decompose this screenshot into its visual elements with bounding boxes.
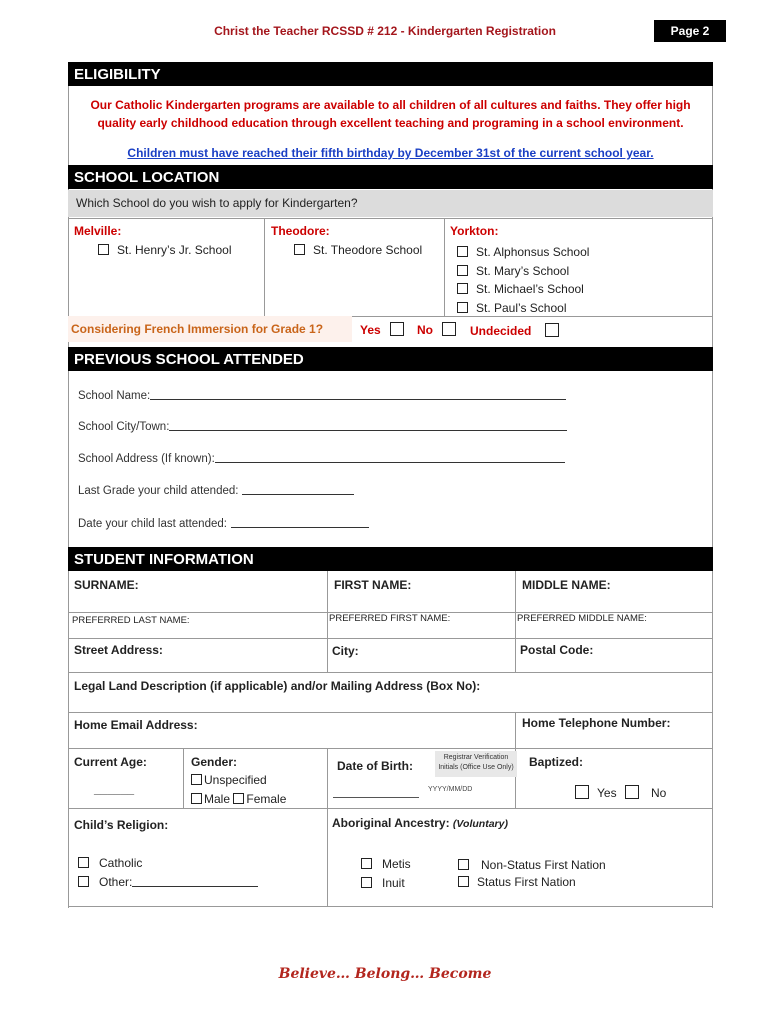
theodore-label: Theodore:	[271, 224, 330, 238]
checkbox-icon[interactable]	[458, 876, 469, 887]
school-option-st-alphonsus[interactable]	[457, 243, 589, 262]
school-option-st-paul[interactable]	[457, 299, 589, 318]
school-option-label: St. Michael’s School	[476, 282, 584, 296]
childs-religion-label: Child’s Religion:	[74, 818, 169, 832]
last-attended-date-field[interactable]	[78, 518, 369, 530]
french-no-checkbox[interactable]	[442, 322, 456, 336]
french-no-option[interactable]	[417, 322, 456, 337]
ancestry-metis-label: Metis	[382, 857, 411, 871]
school-name-label: School Name:	[78, 390, 151, 402]
french-undecided-checkbox[interactable]	[545, 323, 559, 337]
birthday-note: Children must have reached their fifth birthday by December 31st of the current school year.	[127, 146, 654, 160]
baptized-no-option[interactable]	[625, 785, 666, 800]
last-attended-date-label: Date your child last attended:	[78, 518, 227, 530]
gender-unspecified-option[interactable]	[191, 773, 267, 787]
ancestry-non-status-option[interactable]	[458, 858, 606, 872]
city-label: City:	[332, 644, 359, 658]
aboriginal-ancestry-heading	[332, 816, 508, 830]
registrar-stamp: Registrar Verification Initials (Office Use Only)	[435, 751, 517, 777]
religion-other-label: Other:	[99, 875, 133, 889]
legal-land-label: Legal Land Description (if applicable) and/or Mailing Address (Box No):	[74, 679, 481, 693]
baptized-yes-label: Yes	[597, 786, 617, 800]
gender-male-option[interactable]	[191, 792, 230, 806]
checkbox-icon[interactable]	[294, 244, 305, 255]
checkbox-icon[interactable]	[98, 244, 109, 255]
baptized-label: Baptized:	[529, 755, 583, 769]
french-yes-label: Yes	[360, 323, 381, 337]
preferred-middle-name-label: PREFERRED MIDDLE NAME:	[517, 613, 647, 624]
school-option-st-mary[interactable]	[457, 262, 589, 281]
last-grade-label: Last Grade your child attended:	[78, 485, 239, 497]
checkbox-icon[interactable]	[457, 246, 468, 257]
footer-motto: Believe… Belong… Become	[278, 966, 492, 982]
school-option-label: St. Paul’s School	[476, 300, 567, 315]
school-option-st-henry[interactable]	[98, 243, 232, 257]
french-undecided-label: Undecided	[470, 324, 532, 338]
ancestry-metis-option[interactable]	[361, 857, 411, 871]
school-address-label: School Address (If known):	[78, 453, 215, 465]
checkbox-icon[interactable]	[78, 857, 89, 868]
checkbox-icon[interactable]	[457, 265, 468, 276]
french-yes-option[interactable]	[360, 322, 404, 337]
yorkton-label: Yorkton:	[450, 224, 499, 238]
school-option-label: St. Henry’s Jr. School	[117, 243, 232, 257]
document-title: Christ the Teacher RCSSD # 212 - Kindergarten Registration	[214, 24, 556, 38]
baptized-yes-checkbox[interactable]	[575, 785, 589, 799]
current-age-blank[interactable]: ______	[94, 782, 135, 796]
yorkton-school-list	[457, 243, 589, 317]
school-option-label: St. Theodore School	[313, 243, 423, 257]
last-grade-field[interactable]	[78, 485, 354, 497]
checkbox-icon[interactable]	[361, 877, 372, 888]
eligibility-text	[68, 96, 713, 132]
date-format-hint: YYYY/MM/DD	[428, 786, 473, 793]
gender-male-label: Male	[204, 792, 231, 806]
french-immersion-question: Considering French Immersion for Grade 1?	[68, 316, 352, 342]
school-city-field[interactable]	[78, 421, 567, 433]
checkbox-icon[interactable]	[191, 793, 202, 804]
school-option-st-theodore[interactable]	[294, 243, 422, 257]
gender-female-label: Female	[246, 792, 287, 806]
religion-other-option[interactable]	[78, 875, 258, 889]
school-name-field[interactable]	[78, 390, 566, 402]
gender-unspecified-label: Unspecified	[204, 773, 267, 787]
middle-name-label: MIDDLE NAME:	[522, 578, 611, 592]
school-city-label: School City/Town:	[78, 421, 170, 433]
current-age-label: Current Age:	[74, 755, 147, 769]
home-telephone-label: Home Telephone Number:	[522, 716, 671, 730]
french-no-label: No	[417, 323, 433, 337]
postal-code-label: Postal Code:	[520, 643, 594, 657]
checkbox-icon[interactable]	[191, 774, 202, 785]
voluntary-note: (Voluntary)	[452, 818, 508, 830]
checkbox-icon[interactable]	[78, 876, 89, 887]
ancestry-status-label: Status First Nation	[477, 875, 576, 889]
preferred-first-name-label: PREFERRED FIRST NAME:	[329, 613, 451, 624]
date-of-birth-field[interactable]	[333, 797, 419, 798]
student-info-heading: STUDENT INFORMATION	[68, 547, 713, 571]
baptized-yes-option[interactable]	[575, 785, 617, 800]
checkbox-icon[interactable]	[457, 302, 468, 313]
previous-school-heading: PREVIOUS SCHOOL ATTENDED	[68, 347, 713, 371]
home-email-label: Home Email Address:	[74, 718, 198, 732]
checkbox-icon[interactable]	[361, 858, 372, 869]
date-of-birth-label: Date of Birth:	[337, 759, 413, 773]
school-option-label: St. Mary’s School	[476, 263, 570, 278]
checkbox-icon[interactable]	[233, 793, 244, 804]
gender-label: Gender:	[191, 755, 238, 769]
checkbox-icon[interactable]	[457, 283, 468, 294]
school-location-heading: SCHOOL LOCATION	[68, 165, 713, 189]
melville-label: Melville:	[74, 224, 122, 238]
religion-catholic-option[interactable]	[78, 856, 142, 870]
french-undecided-option[interactable]	[470, 323, 559, 338]
gender-female-option[interactable]	[233, 792, 286, 806]
ancestry-inuit-label: Inuit	[382, 876, 405, 890]
school-question: Which School do you wish to apply for Kindergarten?	[68, 190, 713, 217]
eligibility-heading: ELIGIBILITY	[68, 62, 713, 86]
school-address-field[interactable]	[78, 453, 565, 465]
french-yes-checkbox[interactable]	[390, 322, 404, 336]
gender-male-female-options	[191, 792, 286, 806]
school-option-label: St. Alphonsus School	[476, 245, 590, 259]
baptized-no-label: No	[651, 786, 667, 800]
eligibility-text-line1: Our Catholic Kindergarten programs are available to all children of all cultures and faiths. They offer high	[90, 98, 691, 112]
ancestry-status-option[interactable]	[458, 875, 576, 889]
surname-label: SURNAME:	[74, 578, 139, 592]
eligibility-text-line2: quality early childhood education through excellent teaching and programing in a school environment.	[97, 116, 684, 130]
ancestry-non-status-label: Non-Status First Nation	[481, 858, 606, 872]
aboriginal-ancestry-label: Aboriginal Ancestry:	[332, 816, 450, 830]
first-name-label: FIRST NAME:	[334, 578, 412, 592]
preferred-last-name-label: PREFERRED LAST NAME:	[72, 615, 190, 626]
street-address-label: Street Address:	[74, 643, 163, 657]
page-number-badge: Page 2	[654, 20, 726, 42]
checkbox-icon[interactable]	[458, 859, 469, 870]
ancestry-inuit-option[interactable]	[361, 876, 405, 890]
religion-catholic-label: Catholic	[99, 856, 143, 870]
baptized-no-checkbox[interactable]	[625, 785, 639, 799]
school-option-st-michael[interactable]	[457, 280, 589, 299]
